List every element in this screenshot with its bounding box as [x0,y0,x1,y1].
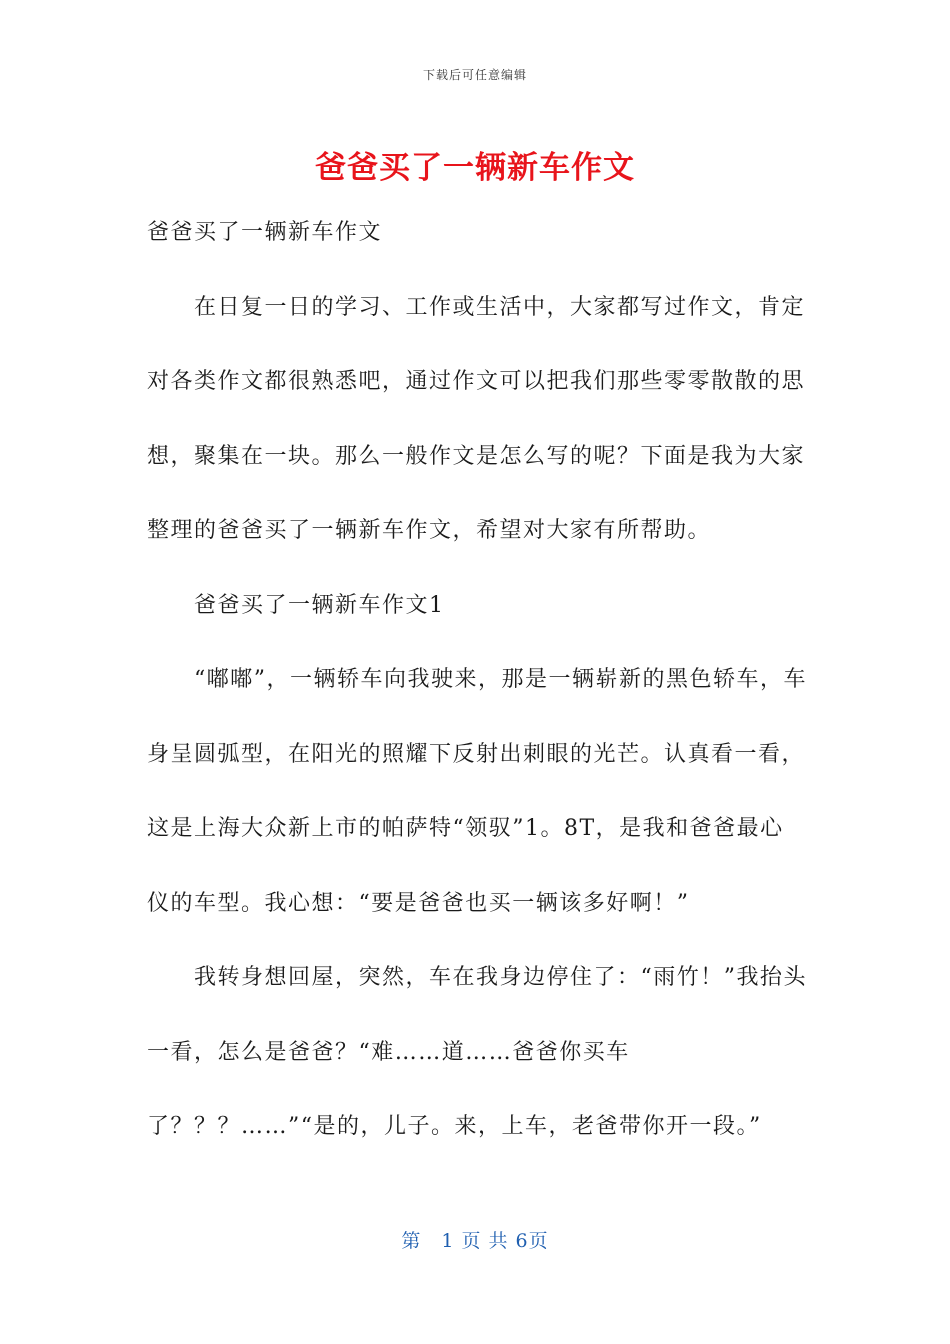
header-note: 下载后可任意编辑 [422,68,527,82]
subtitle-paragraph: 爸爸买了一辆新车作文 [147,220,383,245]
story-paragraph-2: 我转身想回屋，突然，车在我身边停住了：“雨竹！”我抬头一看，怎么是爸爸？“难……道……爸爸你买车了？？？……”“是的，儿子。来，上车，老爸带你开一段。” [147,965,807,1139]
document-body [147,196,807,1165]
intro-paragraph: 在日复一日的学习、工作或生活中，大家都写过作文，肯定对各类作文都很熟悉吧，通过作文可以把我们那些零零散散的思想，聚集在一块。那么一般作文是怎么写的呢？下面是我为大家整理的爸爸买了一辆新车作文，希望对大家有所帮助。 [147,294,806,543]
section-heading: 爸爸买了一辆新车作文1 [194,592,445,618]
document-title: 爸爸买了一辆新车作文 [315,150,635,186]
page-footer: 第 1 页 共 6页 [401,1230,549,1252]
story-paragraph-1: “嘟嘟”，一辆轿车向我驶来，那是一辆崭新的黑色轿车，车身呈圆弧型，在阳光的照耀下反射出刺眼的光芒。认真看一看，这是上海大众新上市的帕萨特“领驭”1。8T，是我和爸爸最心仪的车型。我心想：“要是爸爸也买一辆该多好啊！” [147,667,807,916]
